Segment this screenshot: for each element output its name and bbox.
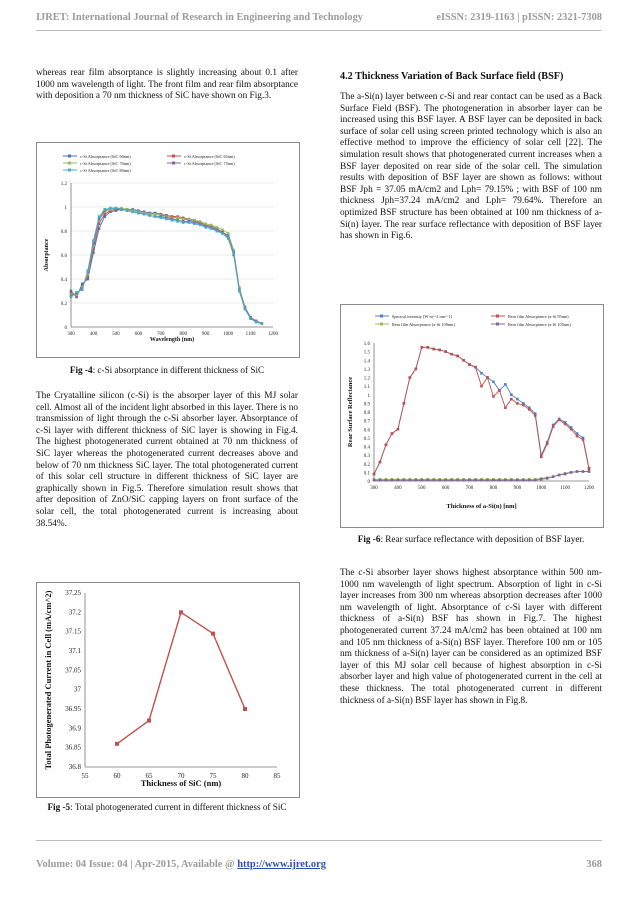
fig6-data-point [582, 470, 585, 473]
page-number: 368 [586, 859, 602, 870]
left-paragraph-2: The Cryatalline silicon (c-Si) is the absorper layer of this MJ solar cell. Almost all of the incident light absorbed in this layer. There is no transmission of light through the c-Si absorber layer. Absorptance of c-Si layer with different thickness of SiC layer is showing in Fig.4. The highest photogenerated current obtained at 70 nm thickness of SiC layer whereas the photogenerated current decreases above and below of 70 nm thickness SiC layer. The total photogenerated current of this solar cell structure in different thickness of SiC layer are graphically shown in Fig.5. Therefore simulation result shows that after deposition of ZnO/SiC capping layers on front surface of the solar cell, the total photogenerated current is increasing about 38.54%. [36, 391, 298, 529]
fig6-y-tick-label: 0 [367, 480, 370, 485]
fig4-legend-marker-3 [172, 162, 175, 165]
fig4-y-tick-label: 0.8 [60, 230, 67, 235]
fig6-data-point [456, 479, 459, 482]
fig6-data-point [403, 402, 406, 405]
fig5-y-tick-label: 37.25 [65, 589, 81, 597]
fig6-data-point [444, 479, 447, 482]
fig5-y-tick-label: 36.95 [65, 705, 81, 713]
fig6-data-point [480, 479, 483, 482]
fig6-data-point [534, 414, 537, 417]
fig6-data-point [391, 432, 394, 435]
fig6-y-tick-label: 0.3 [363, 454, 370, 460]
fig6-label: Fig -6 [357, 534, 381, 544]
fig5-data-point [115, 742, 119, 746]
fig4-data-point [109, 207, 112, 210]
fig4-data-point [227, 236, 230, 239]
fig5-y-tick-label: 36.9 [68, 724, 81, 733]
fig5-y-tick-label: 37.05 [65, 666, 81, 675]
section-heading: 4.2 Thickness Variation of Back Surface field (BSF) [340, 71, 564, 82]
fig6-data-point [373, 479, 376, 482]
fig6-data-point [552, 425, 555, 428]
fig6-y-tick-label: 1.5 [363, 350, 370, 356]
fig4-y-axis-label: Absorptance [44, 238, 50, 272]
fig5-x-tick-label: 70 [177, 772, 185, 780]
fig5-data-point [147, 719, 151, 723]
fig4-label: Fig -4 [69, 365, 93, 375]
fig4-x-tick-label: 1000 [223, 332, 234, 337]
fig6-data-point [462, 479, 465, 482]
fig4-data-point [210, 227, 213, 230]
fig6-data-point [397, 428, 400, 431]
fig6-y-tick-label: 0.6 [363, 428, 370, 434]
fig6-data-point [456, 355, 459, 358]
fig6-data-point [516, 398, 519, 401]
figure-5 [36, 582, 300, 798]
fig6-data-point [576, 435, 579, 438]
fig6-data-point [426, 346, 429, 349]
fig6-y-tick-label: 1 [367, 393, 370, 399]
fig4-data-point [199, 224, 202, 227]
fig6-x-tick-label: 600 [441, 486, 450, 491]
fig4-legend-label-2: c-Si Absorptance (SiC 70nm) [80, 161, 131, 166]
fig4-chart [37, 143, 299, 357]
fig6-x-tick-label: 900 [513, 486, 522, 491]
figure-5-caption [36, 802, 298, 813]
fig5-data-point [211, 632, 215, 636]
fig6-data-point [385, 443, 388, 446]
fig6-data-point [486, 479, 489, 482]
fig4-data-point [244, 308, 247, 311]
fig6-data-point [420, 346, 423, 349]
fig6-legend-label-0: Spectral intensity [W m^-2 nm^-1] [392, 314, 453, 319]
fig4-data-point [159, 217, 162, 220]
fig5-x-tick-label: 60 [113, 772, 121, 780]
right-column-2 [340, 568, 602, 707]
fig4-data-point [232, 253, 235, 256]
fig4-data-point [210, 224, 213, 227]
fig4-data-point [137, 212, 140, 215]
fig6-data-point [492, 381, 495, 384]
fig6-x-tick-label: 500 [418, 486, 426, 491]
fig4-data-point [81, 289, 84, 292]
fig6-data-point [468, 363, 471, 366]
fig4-legend-label-0: c-Si Absorptance (SiC 60nm) [80, 154, 131, 159]
issn-text: eISSN: 2319-1163 | pISSN: 2321-7308 [436, 12, 602, 23]
fig6-data-point [564, 423, 567, 426]
fig6-y-tick-label: 0.7 [363, 419, 370, 425]
fig6-data-point [570, 428, 573, 431]
fig6-data-point [492, 395, 495, 398]
fig4-data-point [193, 219, 196, 222]
fig6-data-point [534, 479, 537, 482]
fig6-y-tick-label: 0.9 [363, 402, 370, 408]
fig4-data-point [87, 269, 90, 272]
fig5-data-point [179, 610, 183, 614]
fig6-data-point [391, 479, 394, 482]
fig5-label: Fig -5 [47, 802, 71, 812]
fig4-series-line-0 [71, 209, 262, 323]
fig6-y-tick-label: 0.8 [363, 411, 370, 416]
figure-4 [36, 142, 300, 358]
fig6-legend-marker-3 [496, 323, 499, 326]
fig6-data-point [510, 479, 513, 482]
fig6-series-line-0 [374, 347, 589, 474]
fig6-data-point [415, 368, 418, 371]
fig5-caption-text: : Total photogenerated current in different thickness of SiC [70, 802, 287, 812]
fig4-data-point [154, 215, 157, 218]
fig4-x-tick-label: 800 [179, 332, 187, 337]
fig6-data-point [528, 479, 531, 482]
right-paragraph-2: The c-Si absorber layer shows highest absorptance within 500 nm-1000 nm wavelength of light spectrum. Absorption of light in c-Si layer increases from 300 nm whereas absorption decreases after 1000 nm wavelength of light. Absorptance of c-Si layer with different thickness of a-Si(n) BSF has shown in Fig.7. The highest photogenerated current 37.24 mA/cm2 has been obtained at 100 nm and 105 nm thickness of a-Si(n) BSF layer. Therefore 100 nm or 105 nm thickness of a-Si(n) layer can be considered as an optimized BSF layer of this MJ solar cell because of highest absorption in c-Si absorber layer and high value of photogenerated current in the cell at these thickness. The total photogenerated current in different thickness of a-Si(n) BSF layer has shown in Fig.8. [340, 568, 602, 706]
fig4-y-tick-label: 0 [64, 326, 67, 331]
fig4-x-tick-label: 1200 [268, 332, 278, 337]
fig4-x-tick-label: 1100 [245, 332, 256, 337]
fig4-y-tick-label: 0.4 [60, 278, 67, 283]
fig4-x-tick-label: 600 [134, 332, 143, 337]
fig6-data-point [438, 349, 441, 352]
fig4-data-point [98, 215, 101, 218]
fig4-data-point [199, 220, 202, 223]
fig6-data-point [486, 376, 489, 379]
fig4-legend-marker-4 [68, 169, 71, 172]
fig6-data-point [510, 398, 513, 401]
fig6-data-point [552, 475, 555, 478]
fig6-data-point [576, 470, 579, 473]
fig6-data-point [438, 479, 441, 482]
fig6-data-point [504, 383, 507, 386]
fig6-legend-label-3: Rear film Absorptance (a-Si 105nm) [508, 322, 571, 327]
fig4-data-point [148, 214, 151, 217]
fig6-data-point [528, 408, 531, 411]
fig6-y-tick-label: 0.2 [363, 462, 370, 468]
fig6-x-tick-label: 700 [465, 486, 474, 491]
fig6-data-point [570, 471, 573, 474]
fig5-chart [37, 583, 299, 797]
fig6-data-point [516, 479, 519, 482]
fig4-legend-label-1: c-Si Absorptance (SiC 65nm) [184, 154, 235, 159]
fig4-data-point [227, 232, 230, 235]
fig4-series-line-4 [71, 208, 262, 323]
fig4-data-point [249, 317, 252, 320]
fig6-y-tick-label: 1.6 [363, 342, 370, 347]
fig6-y-tick-label: 1.4 [363, 359, 370, 365]
fig6-data-point [474, 479, 477, 482]
fig4-data-point [103, 208, 106, 211]
fig4-x-tick-label: 500 [112, 332, 120, 337]
fig4-series-line-2 [71, 208, 262, 323]
fig4-x-tick-label: 400 [89, 332, 98, 337]
fig6-y-tick-label: 0.4 [363, 445, 370, 451]
fig4-data-point [176, 220, 179, 223]
fig6-data-point [373, 473, 376, 476]
fig4-data-point [216, 230, 219, 233]
fig6-x-tick-label: 1000 [536, 486, 547, 491]
footer-rule [36, 840, 602, 841]
figure-6 [340, 304, 604, 528]
fig4-data-point [165, 218, 168, 221]
fig6-data-point [397, 479, 400, 482]
fig4-data-point [188, 221, 191, 224]
fig6-data-point [432, 479, 435, 482]
fig5-y-tick-label: 37.2 [68, 608, 81, 617]
fig6-data-point [582, 438, 585, 441]
header-rule [36, 30, 602, 31]
fig6-data-point [480, 372, 483, 375]
fig6-data-point [558, 418, 561, 421]
fig4-data-point [260, 322, 263, 325]
fig6-data-point [504, 479, 507, 482]
right-column [340, 92, 602, 243]
fig6-data-point [409, 479, 412, 482]
fig4-legend-label-4: c-Si Absorptance (SiC 80nm) [80, 168, 131, 173]
fig6-series-line-1 [374, 347, 589, 474]
fig5-x-tick-label: 55 [81, 772, 89, 780]
fig5-y-tick-label: 36.8 [68, 763, 81, 771]
fig5-y-tick-label: 37.15 [65, 627, 81, 636]
fig4-x-tick-label: 700 [157, 332, 165, 337]
fig4-data-point [182, 218, 185, 221]
fig4-y-tick-label: 0.6 [60, 254, 67, 259]
fig6-data-point [498, 389, 501, 392]
fig5-x-tick-label: 75 [209, 772, 217, 780]
fig6-data-point [540, 478, 543, 481]
fig4-data-point [238, 290, 241, 293]
fig4-data-point [92, 239, 95, 242]
fig4-y-tick-label: 1 [64, 206, 67, 211]
right-paragraph-1: The a-Si(n) layer between c-Si and rear contact can be used as a Back Surface Field (BSF). The photogeneration in absorber layer can be increased using this BSF layer. A BSF layer can be deposited in back surface of solar cell using screen printed technology which is also an effective method to improve the efficiency of solar cell [22]. The simulation result shows that photogenerated current increases when a BSF layer deposited on rear side of the solar cell. The simulation results with deposition of BSF layer are shown as follows: without BSF Jph = 37.05 mA/cm2 and Lph= 79.15% ; with BSF of 100 nm thickness Jph=37.24 mA/cm2 and Lph= 79.64%. Therefore an optimized BSF structure has been obtained at 100 nm thickness of a-Si(n) layer. The rear surface reflectance with deposition of BSF layer has shown in Fig.6. [340, 92, 602, 242]
fig4-data-point [171, 219, 174, 222]
fig6-data-point [564, 473, 567, 476]
fig4-legend-label-3: c-Si Absorptance (SiC 75nm) [184, 161, 235, 166]
fig6-legend-marker-2 [380, 323, 383, 326]
fig4-data-point [75, 291, 78, 294]
fig6-y-tick-label: 1.1 [363, 385, 370, 391]
fig6-x-tick-label: 400 [394, 486, 402, 491]
fig6-data-point [504, 406, 507, 409]
fig4-data-point [221, 229, 224, 232]
figure-6-caption [340, 534, 602, 545]
fig4-data-point [204, 226, 207, 229]
fig6-y-tick-label: 1.2 [363, 376, 370, 382]
fig4-data-point [255, 321, 258, 324]
fig6-data-point [450, 479, 453, 482]
fig6-data-point [588, 470, 591, 473]
fig6-data-point [462, 359, 465, 362]
fig6-data-point [426, 479, 429, 482]
fig4-caption-text: : c-Si absorptance in different thickness of SiC [92, 365, 265, 375]
fig6-data-point [385, 479, 388, 482]
fig6-x-axis-label: Thickness of a-Si(n) [nm] [446, 503, 517, 510]
fig6-x-tick-label: 300 [370, 486, 378, 491]
fig5-y-tick-label: 37 [74, 685, 81, 694]
fig4-data-point [204, 223, 207, 226]
fig5-x-tick-label: 65 [145, 772, 153, 780]
fig4-data-point [193, 223, 196, 226]
fig4-data-point [176, 217, 179, 220]
fig4-data-point [182, 221, 185, 224]
fig5-x-tick-label: 80 [241, 772, 249, 780]
fig6-data-point [474, 366, 477, 369]
fig6-data-point [510, 393, 513, 396]
fig6-data-point [516, 402, 519, 405]
fig4-data-point [70, 296, 73, 299]
fig6-x-tick-label: 1100 [560, 486, 571, 491]
fig6-chart [341, 305, 603, 527]
fig4-data-point [131, 211, 134, 214]
fig4-data-point [188, 218, 191, 221]
fig6-caption-text: : Rear surface reflectance with deposition of BSF layer. [380, 534, 585, 544]
fig6-data-point [480, 385, 483, 388]
fig5-x-axis-label: Thickness of SiC (nm) [140, 778, 222, 788]
fig6-data-point [415, 479, 418, 482]
fig4-series-line-3 [71, 208, 262, 323]
fig5-series-line-0 [117, 612, 245, 743]
fig4-data-point [126, 209, 129, 212]
fig6-data-point [546, 477, 549, 480]
fig5-x-tick-label: 85 [273, 772, 281, 780]
fig6-y-tick-label: 0.5 [363, 436, 370, 442]
footer-volume-text: Volume: 04 Issue: 04 | Apr-2015, Available @ [36, 859, 238, 870]
fig5-data-point [243, 707, 247, 711]
fig4-data-point [216, 226, 219, 229]
fig4-legend-marker-1 [172, 155, 175, 158]
fig6-y-axis-label: Rear Surface Reflectance [347, 376, 354, 448]
fig6-data-point [403, 479, 406, 482]
fig4-data-point [154, 213, 157, 216]
footer-volume [36, 859, 326, 870]
fig5-y-tick-label: 37.1 [68, 647, 81, 655]
fig6-y-tick-label: 1.3 [363, 367, 370, 373]
fig6-data-point [379, 461, 382, 464]
fig4-x-tick-label: 300 [67, 332, 75, 337]
fig4-data-point [120, 208, 123, 211]
fig5-y-tick-label: 36.85 [65, 743, 81, 752]
fig6-legend-label-2: Rear film Absorptance (a-Si 100nm) [392, 322, 455, 327]
fig4-legend-marker-0 [68, 155, 71, 158]
fig6-legend-marker-0 [380, 315, 383, 318]
fig5-y-axis-label: Total Photogenerated Current in Cell (mA/cm^2) [43, 590, 53, 770]
fig4-y-tick-label: 0.2 [60, 302, 67, 307]
fig4-legend-marker-2 [68, 162, 71, 165]
journal-title: IJRET: International Journal of Research in Engineering and Technology [36, 12, 363, 23]
journal-link[interactable]: http://www.ijret.org [237, 859, 326, 870]
left-paragraph-1: whereas rear film absorptance is slightly increasing about 0.1 after 1000 nm wavelength of light. The front film and rear film absorptance with deposition a 70 nm thickness of SiC have shown on Fig.3. [36, 68, 298, 102]
fig6-data-point [444, 350, 447, 353]
fig6-data-point [522, 479, 525, 482]
left-column [36, 68, 298, 103]
fig6-data-point [468, 479, 471, 482]
fig6-data-point [546, 443, 549, 446]
fig4-data-point [221, 232, 224, 235]
fig6-legend-marker-1 [496, 315, 499, 318]
fig4-data-point [70, 290, 73, 293]
fig6-data-point [558, 474, 561, 477]
fig6-data-point [409, 376, 412, 379]
fig6-data-point [450, 353, 453, 356]
fig4-data-point [115, 207, 118, 210]
fig6-x-tick-label: 800 [489, 486, 498, 491]
fig6-data-point [492, 479, 495, 482]
fig6-data-point [379, 479, 382, 482]
fig4-x-axis-label: Wavelength (nm) [149, 337, 195, 343]
fig6-legend-label-1: Rear film Absorptance (a-Si 95nm) [508, 314, 569, 319]
fig4-data-point [143, 213, 146, 216]
fig4-x-tick-label: 900 [201, 332, 210, 337]
fig6-y-tick-label: 0.1 [363, 471, 370, 477]
left-column-2 [36, 391, 298, 530]
fig6-data-point [498, 479, 501, 482]
fig6-data-point [432, 348, 435, 351]
fig4-y-tick-label: 1.2 [60, 182, 67, 187]
fig6-data-point [420, 479, 423, 482]
fig6-data-point [522, 404, 525, 407]
fig6-x-tick-label: 1200 [584, 486, 594, 491]
fig6-data-point [540, 456, 543, 459]
fig6-data-point [588, 468, 591, 471]
figure-4-caption [36, 365, 298, 376]
